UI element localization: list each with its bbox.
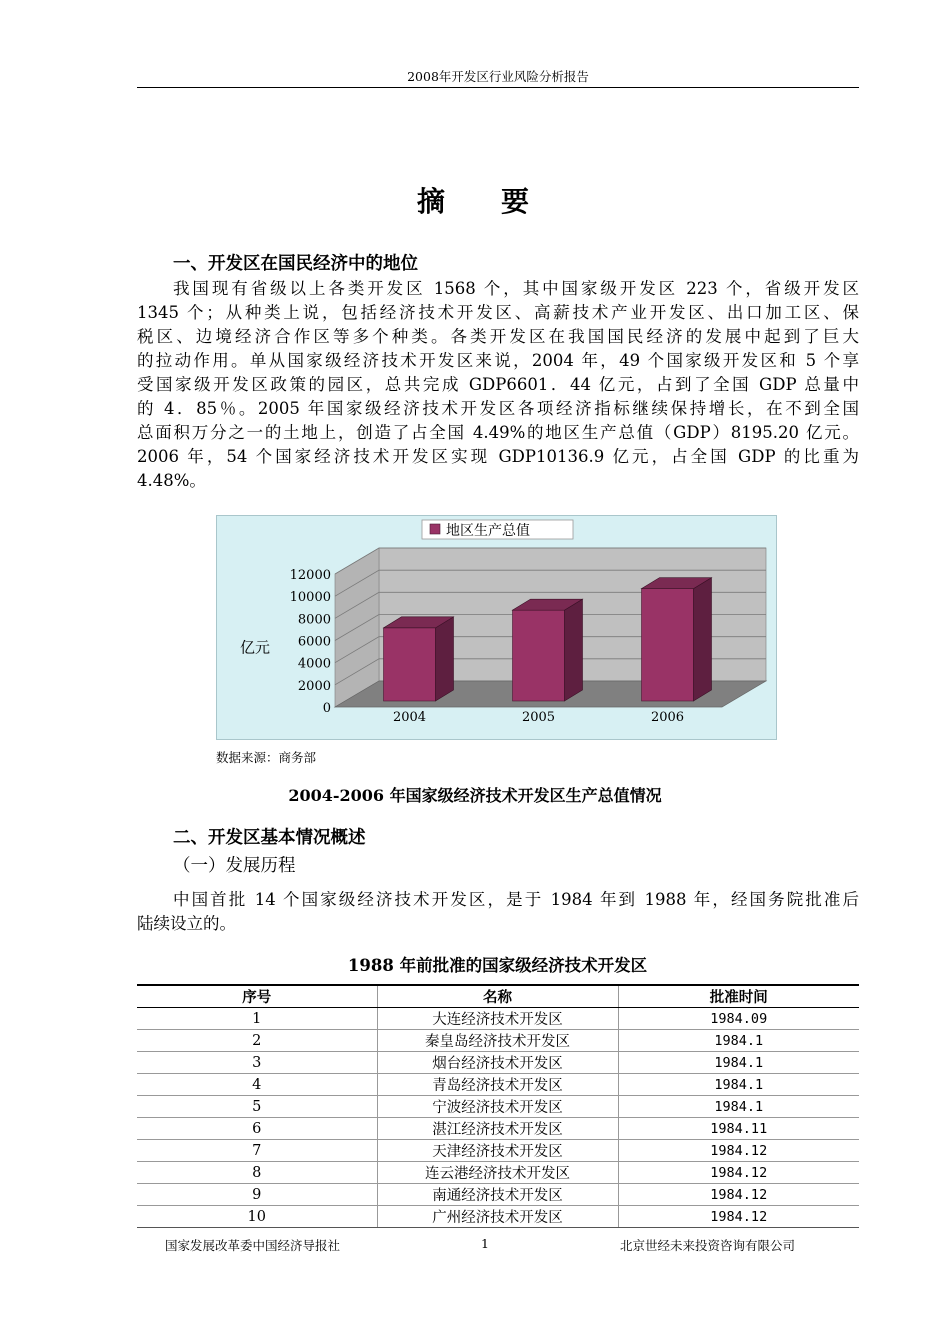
cell-date: 1984.1	[618, 1096, 859, 1118]
table-caption: 1988 年前批准的国家级经济技术开发区	[347, 956, 648, 975]
cell-name: 青岛经济技术开发区	[377, 1074, 618, 1096]
section1-paragraph	[137, 277, 859, 493]
table-row	[137, 1184, 859, 1206]
cell-index: 2	[137, 1030, 377, 1052]
footer-left: 国家发展改革委中国经济导报社	[165, 1238, 341, 1253]
cell-index: 10	[137, 1206, 377, 1228]
paragraph-line: 的 4．85％。2005 年国家级经济技术开发区各项经济指标继续保持增长，在不到全国	[137, 399, 859, 418]
y-tick-label: 6000	[297, 634, 331, 650]
bar-front	[384, 628, 436, 701]
cell-index: 3	[137, 1052, 377, 1074]
column-header-date: 批准时间	[618, 985, 859, 1008]
cell-index: 9	[137, 1184, 377, 1206]
header-rule	[137, 87, 859, 88]
cell-index: 4	[137, 1074, 377, 1096]
development-zones-table	[137, 984, 859, 1228]
data-source-note: 数据来源：商务部	[216, 750, 317, 765]
cell-name: 秦皇岛经济技术开发区	[377, 1030, 618, 1052]
chart-caption: 2004-2006 年国家级经济技术开发区生产总值情况	[288, 786, 662, 805]
bar-chart	[216, 515, 777, 740]
cell-name: 宁波经济技术开发区	[377, 1096, 618, 1118]
paragraph-line: 4.48%。	[137, 471, 206, 490]
section2-paragraph	[137, 888, 859, 936]
footer-right: 北京世经未来投资咨询有限公司	[620, 1238, 796, 1253]
cell-date: 1984.12	[618, 1140, 859, 1162]
paragraph-line: 中国首批 14 个国家级经济技术开发区，是于 1984 年到 1988 年，经国务院批准后	[173, 890, 859, 909]
paragraph-line: 的拉动作用。单从国家级经济技术开发区来说，2004 年，49 个国家级开发区和 5 个享	[137, 351, 859, 370]
cell-date: 1984.11	[618, 1118, 859, 1140]
table-row	[137, 1162, 859, 1184]
table-row	[137, 1140, 859, 1162]
cell-date: 1984.1	[618, 1074, 859, 1096]
cell-date: 1984.12	[618, 1184, 859, 1206]
cell-index: 1	[137, 1008, 377, 1030]
column-header-name: 名称	[377, 985, 618, 1008]
bar-side	[565, 599, 583, 701]
y-tick-label: 0	[322, 701, 331, 716]
cell-index: 8	[137, 1162, 377, 1184]
cell-name: 大连经济技术开发区	[377, 1008, 618, 1030]
cell-name: 广州经济技术开发区	[377, 1206, 618, 1228]
paragraph-line: 总面积万分之一的土地上，创造了占全国 4.49%的地区生产总值（GDP）8195.20 亿元。	[137, 423, 859, 442]
paragraph-line: 我国现有省级以上各类开发区 1568 个，其中国家级开发区 223 个，省级开发区	[173, 279, 859, 298]
paragraph-line: 2006 年，54 个国家经济技术开发区实现 GDP10136.9 亿元，占全国 GDP 的比重为	[137, 447, 859, 466]
y-tick-label: 2000	[297, 678, 331, 694]
table-row	[137, 1008, 859, 1030]
table-row	[137, 1118, 859, 1140]
column-header-index: 序号	[137, 985, 377, 1008]
bar-front	[513, 610, 565, 701]
table-header-row	[137, 985, 859, 1008]
bar-front	[642, 589, 694, 701]
section2-subheading: （一）发展历程	[173, 856, 296, 876]
cell-name: 南通经济技术开发区	[377, 1184, 618, 1206]
page-number: 1	[481, 1236, 489, 1251]
bar-side	[694, 578, 712, 701]
table-row	[137, 1052, 859, 1074]
y-tick-label: 10000	[289, 590, 331, 606]
cell-name: 烟台经济技术开发区	[377, 1052, 618, 1074]
bar-side	[436, 617, 454, 701]
table-row	[137, 1096, 859, 1118]
y-tick-label: 8000	[297, 612, 331, 628]
page-title: 摘 要	[416, 185, 543, 218]
cell-name: 天津经济技术开发区	[377, 1140, 618, 1162]
legend-label: 地区生产总值	[446, 523, 530, 539]
cell-date: 1984.12	[618, 1162, 859, 1184]
table-row	[137, 1206, 859, 1228]
cell-index: 5	[137, 1096, 377, 1118]
paragraph-line: 税区、边境经济合作区等多个种类。各类开发区在我国国民经济的发展中起到了巨大	[137, 327, 859, 346]
table-row	[137, 1074, 859, 1096]
cell-date: 1984.09	[618, 1008, 859, 1030]
paragraph-line: 受国家级开发区政策的园区，总共完成 GDP6601．44 亿元，占到了全国 GDP 总量中	[137, 375, 859, 394]
y-axis-label: 亿元	[239, 638, 271, 657]
page-header: 2008年开发区行业风险分析报告	[407, 69, 589, 84]
cell-name: 湛江经济技术开发区	[377, 1118, 618, 1140]
section1-heading: 一、开发区在国民经济中的地位	[173, 254, 418, 274]
chart-canvas	[217, 516, 778, 741]
section2-heading: 二、开发区基本情况概述	[173, 828, 366, 848]
legend-swatch	[430, 524, 440, 534]
cell-name: 连云港经济技术开发区	[377, 1162, 618, 1184]
cell-date: 1984.1	[618, 1030, 859, 1052]
y-tick-label: 12000	[289, 568, 331, 583]
x-tick-label: 2004	[392, 710, 427, 725]
paragraph-line: 1345 个；从种类上说，包括经济技术开发区、高薪技术产业开发区、出口加工区、保	[137, 303, 859, 322]
cell-index: 7	[137, 1140, 377, 1162]
cell-date: 1984.1	[618, 1052, 859, 1074]
table-row	[137, 1030, 859, 1052]
x-tick-label: 2005	[521, 710, 556, 725]
cell-date: 1984.12	[618, 1206, 859, 1228]
paragraph-line: 陆续设立的。	[137, 914, 236, 933]
y-tick-label: 4000	[297, 656, 331, 672]
cell-index: 6	[137, 1118, 377, 1140]
x-tick-label: 2006	[650, 710, 685, 725]
